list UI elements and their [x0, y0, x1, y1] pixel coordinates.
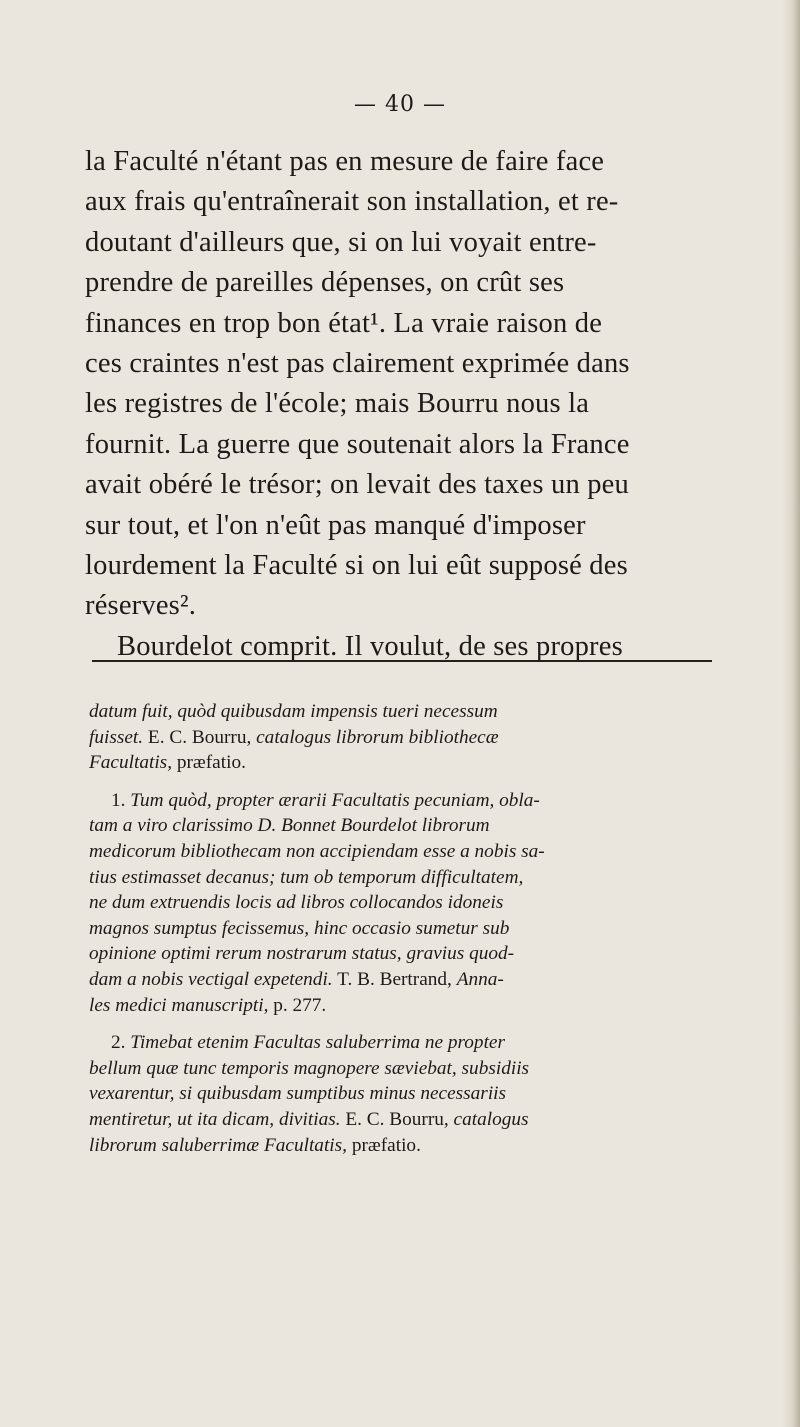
footnote-span: E. C. Bourru,: [143, 726, 257, 748]
spacer: [89, 1018, 719, 1030]
footnote-span: Facultatis,: [89, 752, 173, 774]
footnote-span: catalogus librorum bibliothecæ: [256, 726, 499, 748]
text-line: Bourdelot comprit. Il voulut, de ses propres: [117, 630, 623, 662]
text-line: avait obéré le trésor; on levait des taxes un peu: [85, 469, 629, 501]
page-number: — 40 —: [354, 92, 446, 117]
footnote-span: T. B. Bertrand,: [332, 968, 457, 990]
footnote-line: bellum quæ tunc temporis magnopere sæviebat, subsidiis: [89, 1057, 530, 1079]
footnote-span: les medici manuscripti: [89, 994, 264, 1016]
footnote-line: opinione optimi rerum nostrarum status, gravius quod-: [89, 943, 515, 965]
footnote-span: E. C. Bourru,: [340, 1108, 454, 1130]
footnote-line: medicorum bibliothecam non accipiendam esse a nobis sa-: [89, 840, 545, 862]
text-line: ces craintes n'est pas clairement exprimée dans: [85, 347, 630, 379]
text-line: aux frais qu'entraînerait son installation, et re-: [85, 186, 619, 218]
footnote-number: 1.: [111, 789, 131, 811]
footnote-line: [89, 725, 719, 751]
footnote-separator: [92, 660, 712, 662]
footnote-span: Timebat etenim Facultas saluberrima ne propter: [130, 1032, 505, 1054]
footnote-line: ne dum extruendis locis ad libros collocandos idoneis: [89, 892, 504, 914]
text-line: réserves².: [85, 590, 197, 622]
footnote-span: fuisset.: [89, 726, 144, 748]
footnote-span: librorum saluberrimæ Facultatis,: [89, 1134, 347, 1156]
footnote-span: præfatio.: [172, 752, 246, 774]
footnote-line: vexarentur, si quibusdam sumptibus minus necessariis: [89, 1083, 507, 1105]
text-line: fournit. La guerre que soutenait alors la France: [85, 428, 630, 460]
footnote-line: datum fuit, quòd quibusdam impensis tueri necessum: [89, 701, 498, 722]
footnote-span: catalogus: [453, 1108, 529, 1130]
text-line: la Faculté n'étant pas en mesure de faire face: [85, 146, 605, 177]
text-line: finances en trop bon état¹. La vraie raison de: [85, 307, 603, 339]
text-line: doutant d'ailleurs que, si on lui voyait entre-: [85, 226, 597, 258]
footnote-span: dam a nobis vectigal expetendi.: [89, 968, 333, 990]
spacer: [89, 776, 719, 788]
text-line: lourdement la Faculté si on lui eût supposé des: [85, 549, 628, 581]
footnote-line: [89, 1133, 719, 1159]
footnote-line: tius estimasset decanus; tum ob temporum difficultatem,: [89, 866, 524, 888]
footnote-line: [89, 750, 719, 776]
footnotes: [89, 699, 719, 1158]
page-edge-shadow: [782, 0, 800, 1427]
footnote-line: [89, 967, 719, 993]
footnote-line: [89, 1107, 719, 1133]
footnote-number: 2.: [111, 1032, 131, 1054]
text-line: sur tout, et l'on n'eût pas manqué d'imposer: [85, 509, 586, 541]
footnote-span: , p. 277.: [263, 994, 327, 1016]
text-line: prendre de pareilles dépenses, on crût ses: [85, 267, 565, 299]
main-text: [85, 142, 715, 667]
footnote-span: mentiretur, ut ita dicam, divitias.: [89, 1108, 341, 1130]
footnote-line: tam a viro clarissimo D. Bonnet Bourdelot librorum: [89, 815, 490, 837]
footnote-line: [89, 993, 719, 1019]
footnote-line: [89, 1030, 719, 1056]
footnote-line: magnos sumptus fecissemus, hinc occasio sumetur sub: [89, 917, 510, 939]
footnote-span: Anna-: [456, 968, 504, 990]
footnote-span: præfatio.: [347, 1134, 421, 1156]
footnote-line: [89, 788, 719, 814]
footnote-span: Tum quòd, propter ærarii Facultatis pecuniam, obla-: [130, 789, 540, 811]
text-line: les registres de l'école; mais Bourru nous la: [85, 388, 590, 420]
